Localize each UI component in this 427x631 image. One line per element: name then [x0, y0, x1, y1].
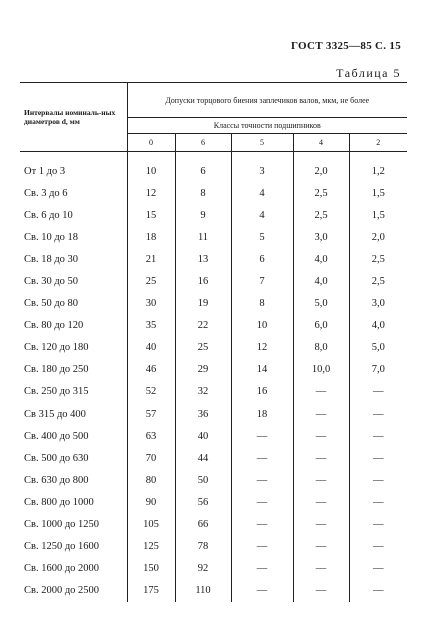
- diameter-interval: Св. 630 до 800: [20, 469, 127, 491]
- tolerance-cell: 1,5: [371, 209, 385, 221]
- tolerance-cell: 4,0: [293, 248, 349, 270]
- tolerance-cell: —: [293, 403, 349, 425]
- tolerance-cell: 2,0: [293, 160, 349, 182]
- tolerance-cell: 25: [127, 270, 175, 292]
- diameter-interval: Св. 800 до 1000: [20, 491, 127, 513]
- class-header: 2: [349, 134, 407, 152]
- tolerance-cell: 52: [127, 381, 175, 403]
- tolerance-cell: —: [373, 386, 384, 398]
- class-header: 5: [231, 134, 293, 152]
- diameter-interval: Св. 120 до 180: [20, 337, 127, 359]
- tolerance-cell: 4: [231, 182, 293, 204]
- tolerance-cell: —: [373, 430, 384, 442]
- diameter-interval: От 1 до 3: [20, 160, 127, 182]
- table-row: [20, 248, 407, 270]
- tolerance-cell: 4: [231, 204, 293, 226]
- tolerance-cell: 3: [231, 160, 293, 182]
- table-row: [20, 204, 407, 226]
- tolerance-cell: —: [293, 447, 349, 469]
- tolerance-cell: 8: [175, 182, 231, 204]
- class-header: 4: [293, 134, 349, 152]
- tolerance-cell: 19: [175, 293, 231, 315]
- tolerance-cell: —: [293, 580, 349, 602]
- diameter-interval: Св. 180 до 250: [20, 359, 127, 381]
- tolerance-cell: —: [373, 563, 384, 575]
- table-body: [20, 152, 407, 602]
- diameter-interval: Св 315 до 400: [20, 403, 127, 425]
- diameter-interval: Св. 1250 до 1600: [20, 536, 127, 558]
- tolerance-cell: 5,0: [293, 293, 349, 315]
- table-row: [20, 337, 407, 359]
- table-row: [20, 359, 407, 381]
- tolerance-cell: 12: [127, 182, 175, 204]
- tolerance-cell: 10,0: [293, 359, 349, 381]
- tolerance-cell: 2,0: [371, 231, 385, 243]
- tolerance-cell: 63: [127, 425, 175, 447]
- tolerance-cell: 16: [231, 381, 293, 403]
- diameter-interval: Св. 80 до 120: [20, 315, 127, 337]
- tolerance-cell: 8: [231, 293, 293, 315]
- row-header: Интервалы номиналь-ных диаметров d, мм: [20, 83, 127, 152]
- page-header: ГОСТ 3325—85 С. 15: [290, 40, 401, 52]
- table-row: [20, 425, 407, 447]
- diameter-interval: Св. 2000 до 2500: [20, 580, 127, 602]
- table-row: [20, 403, 407, 425]
- tolerance-cell: 8,0: [293, 337, 349, 359]
- tolerance-cell: —: [231, 491, 293, 513]
- tolerance-cell: 150: [127, 558, 175, 580]
- tolerance-cell: 175: [127, 580, 175, 602]
- tolerance-cell: —: [231, 558, 293, 580]
- tolerance-cell: 30: [127, 293, 175, 315]
- table-row: [20, 491, 407, 513]
- tolerance-cell: 6: [231, 248, 293, 270]
- tolerance-cell: 16: [175, 270, 231, 292]
- tolerance-cell: 80: [127, 469, 175, 491]
- table-row: [20, 580, 407, 602]
- tolerance-cell: —: [293, 425, 349, 447]
- tolerance-cell: 32: [175, 381, 231, 403]
- tolerance-cell: 2,5: [293, 204, 349, 226]
- tolerance-cell: 7,0: [371, 364, 385, 376]
- tolerance-cell: 25: [175, 337, 231, 359]
- tolerance-cell: —: [293, 469, 349, 491]
- tolerance-cell: 2,5: [371, 276, 385, 288]
- tolerance-cell: —: [231, 447, 293, 469]
- tolerance-cell: 6: [175, 160, 231, 182]
- tolerance-cell: 6,0: [293, 315, 349, 337]
- tolerance-cell: —: [373, 541, 384, 553]
- tolerance-cell: —: [231, 580, 293, 602]
- tolerance-cell: —: [293, 514, 349, 536]
- diameter-interval: Св. 18 до 30: [20, 248, 127, 270]
- table-row: [20, 182, 407, 204]
- tolerance-cell: 5,0: [371, 342, 385, 354]
- tolerance-cell: 1,2: [371, 165, 385, 177]
- tolerance-cell: 11: [175, 226, 231, 248]
- tolerance-cell: 40: [175, 425, 231, 447]
- tolerance-cell: 9: [175, 204, 231, 226]
- tolerance-cell: —: [293, 381, 349, 403]
- table-row: [20, 536, 407, 558]
- table-row: [20, 558, 407, 580]
- class-header: 6: [175, 134, 231, 152]
- tolerance-cell: —: [293, 491, 349, 513]
- tolerance-cell: —: [293, 558, 349, 580]
- tolerance-cell: 78: [175, 536, 231, 558]
- diameter-interval: Св. 1000 до 1250: [20, 514, 127, 536]
- diameter-interval: Св. 1600 до 2000: [20, 558, 127, 580]
- tolerance-cell: —: [293, 536, 349, 558]
- tolerance-cell: 36: [175, 403, 231, 425]
- tolerance-cell: 66: [175, 514, 231, 536]
- tolerance-cell: 46: [127, 359, 175, 381]
- tolerance-cell: 3,0: [371, 298, 385, 310]
- tolerance-cell: 110: [175, 580, 231, 602]
- table-row: [20, 315, 407, 337]
- tolerance-cell: 92: [175, 558, 231, 580]
- tolerance-cell: 29: [175, 359, 231, 381]
- diameter-interval: Св. 500 до 630: [20, 447, 127, 469]
- diameter-interval: Св. 6 до 10: [20, 204, 127, 226]
- table-row: [20, 447, 407, 469]
- tolerance-cell: 13: [175, 248, 231, 270]
- tolerance-table: [20, 82, 407, 602]
- diameter-interval: Св. 30 до 50: [20, 270, 127, 292]
- tolerance-cell: 105: [127, 514, 175, 536]
- tolerance-cell: 7: [231, 270, 293, 292]
- tolerance-cell: 1,5: [371, 187, 385, 199]
- tolerance-cell: 14: [231, 359, 293, 381]
- tolerance-cell: 125: [127, 536, 175, 558]
- tolerance-cell: —: [373, 408, 384, 420]
- tolerance-cell: 10: [127, 160, 175, 182]
- table-row: [20, 293, 407, 315]
- tolerance-cell: —: [373, 585, 384, 597]
- tolerance-cell: 18: [127, 226, 175, 248]
- tolerance-cell: —: [373, 496, 384, 508]
- tolerance-cell: —: [373, 519, 384, 531]
- diameter-interval: Св. 250 до 315: [20, 381, 127, 403]
- tolerance-cell: 90: [127, 491, 175, 513]
- tolerance-cell: 3,0: [293, 226, 349, 248]
- tolerance-cell: 18: [231, 403, 293, 425]
- tolerance-cell: —: [231, 469, 293, 491]
- tolerance-cell: —: [373, 452, 384, 464]
- table-row: [20, 160, 407, 182]
- diameter-interval: Св. 400 до 500: [20, 425, 127, 447]
- tolerance-cell: 2,5: [371, 253, 385, 265]
- table-row: [20, 226, 407, 248]
- tolerance-cell: 4,0: [293, 270, 349, 292]
- tolerance-cell: 12: [231, 337, 293, 359]
- tolerance-cell: 21: [127, 248, 175, 270]
- classes-header: Классы точности подшипников: [127, 118, 407, 134]
- table-row: [20, 514, 407, 536]
- tolerance-cell: 35: [127, 315, 175, 337]
- tolerance-cell: 15: [127, 204, 175, 226]
- diameter-interval: Св. 50 до 80: [20, 293, 127, 315]
- table-caption: Таблица 5: [336, 66, 401, 80]
- tolerance-cell: 70: [127, 447, 175, 469]
- tolerance-cell: —: [231, 514, 293, 536]
- group-header: Допуски торцового биения заплечиков валов, мкм, не более: [127, 83, 407, 118]
- tolerance-cell: 50: [175, 469, 231, 491]
- tolerance-cell: 56: [175, 491, 231, 513]
- tolerance-cell: 40: [127, 337, 175, 359]
- diameter-interval: Св. 3 до 6: [20, 182, 127, 204]
- tolerance-cell: 44: [175, 447, 231, 469]
- class-header: 0: [127, 134, 175, 152]
- table-row: [20, 469, 407, 491]
- tolerance-cell: 22: [175, 315, 231, 337]
- tolerance-cell: 4,0: [371, 320, 385, 332]
- diameter-interval: Св. 10 до 18: [20, 226, 127, 248]
- tolerance-cell: 5: [231, 226, 293, 248]
- tolerance-cell: 57: [127, 403, 175, 425]
- table-row: [20, 381, 407, 403]
- table-row: [20, 270, 407, 292]
- tolerance-cell: —: [231, 425, 293, 447]
- tolerance-cell: 2,5: [293, 182, 349, 204]
- tolerance-cell: 10: [231, 315, 293, 337]
- tolerance-cell: —: [373, 474, 384, 486]
- tolerance-cell: —: [231, 536, 293, 558]
